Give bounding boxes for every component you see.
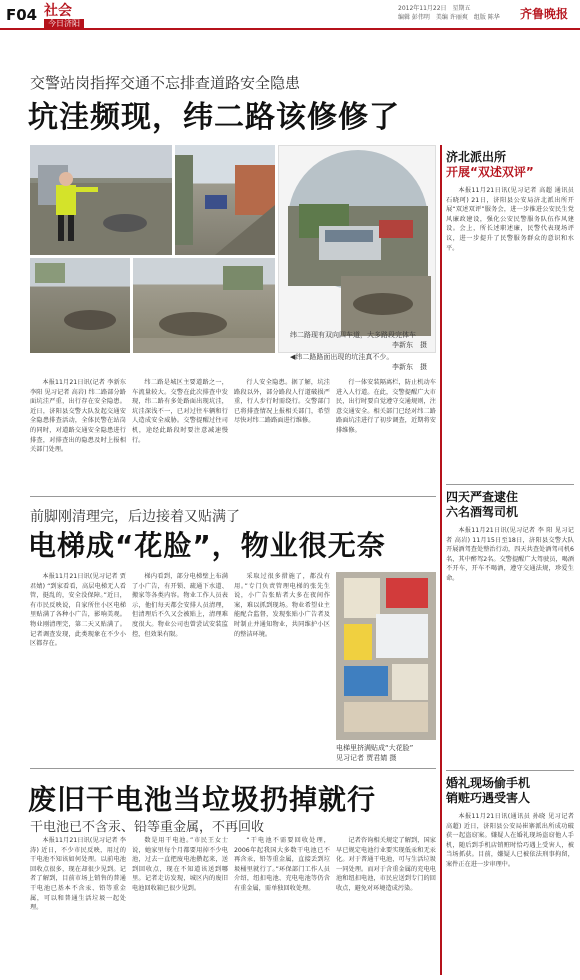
sidebar2-title-line1: 四天严查逮住 xyxy=(446,490,519,504)
editor-credits: 编辑 彭伟明 美编 许丽爽 组版 陈华 xyxy=(398,14,500,21)
story2-caption: 电梯里挤满贴成“大花脸” xyxy=(336,744,414,752)
story1-caption2: ◀纬二路路面出现的坑洼真不少。 xyxy=(290,353,394,361)
story3-column-2 xyxy=(132,836,228,976)
story3-column-1 xyxy=(30,836,126,976)
sidebar3-text-body: 本报11月21日讯(通讯员 孙晓 见习记者 高超) 近日，济阳县公安局崔寨派出所成功破获一起盗窃案。嫌疑人在婚礼现场盗窃他人手机，随后到手机店销赃时恰巧遇上受害人，被当场抓获。目前，嫌疑人已被依法刑事拘留，案件正在进一步审理中。 xyxy=(446,813,574,868)
sidebar-rule xyxy=(440,145,442,975)
story1-caption1 xyxy=(290,330,435,340)
sidebar3-title-line1: 婚礼现场偷手机 xyxy=(446,776,531,790)
sidebar-divider-2 xyxy=(446,770,574,771)
story1-caption1-credit: 李新东 摄 xyxy=(392,341,427,349)
road-damage-illustration xyxy=(133,258,275,353)
story1-column-3 xyxy=(234,378,330,490)
story3-col2-text: 数是用干电池。”市民王女士说，她家里每个月都要用掉不少电池，过去一直把废电池攒起来，送到回收点，现在不知道该送到哪里。记者走访发现，城区内的废旧电池回收箱已很少见到。 xyxy=(132,837,228,892)
traffic-police-photo xyxy=(30,145,172,255)
story2-headline: 电梯成“花脸”，物业很无奈 xyxy=(28,529,386,562)
issue-date: 2012年11月22日 星期五 xyxy=(398,5,471,12)
car-road-photo xyxy=(278,145,436,353)
sidebar2-text-body: 本报11月21日讯(见习记者 李 阳 见习记者 高岩) 11月15日至18日，济阳县交警大队开展酒驾查处整治行动，四天共查处酒驾司机6名，其中醉驾2名。交警提醒广大驾驶员，喝酒不开车，开车不喝酒，遵守交通法规，珍爱生命。 xyxy=(446,527,574,582)
sidebar-divider-1 xyxy=(446,484,574,485)
street-illustration xyxy=(175,145,275,255)
story2-column-1 xyxy=(30,572,126,758)
masthead xyxy=(0,0,580,30)
page-number: F04 xyxy=(6,6,38,24)
story3-col3-text: “干电池不需要回收处理，2006年起我国大多数干电池已不再含汞，铅等重金属，直接丢到垃圾桶里就行了。”环保部门工作人员介绍，纽扣电池、充电电池等仍含有重金属，需单独回收处理。 xyxy=(234,837,330,892)
sidebar1-title-line1: 济北派出所 xyxy=(446,150,507,164)
story2-kicker: 前脚刚清理完，后边接着又贴满了 xyxy=(30,509,240,525)
pothole-illustration xyxy=(30,258,130,353)
story3-subhead: 干电池已不含汞、铅等重金属，不再回收 xyxy=(30,820,265,835)
divider-1 xyxy=(30,496,436,497)
story1-col3-text: 行人安全隐患。据了解，坑洼路段以外，部分路段人行道破损严重，行人步行时需绕行。交警部门已将排查情况上报相关部门，希望尽快对纬二路路面进行维修。 xyxy=(234,379,330,425)
sidebar2-title-line2: 六名酒驾司机 xyxy=(446,505,519,519)
section-label xyxy=(44,4,84,29)
sidebar1-title-line2: 开展“双述双评” xyxy=(446,165,534,179)
sidebar3-title xyxy=(446,776,530,806)
story1-col2-text: 纬二路是城区主要道路之一，车流量较大。交警在此次排查中发现，纬二路有多处路面出现坑洼，坑洼深浅不一，已对过往车辆和行人造成安全威胁。交警提醒过往司机，途经此路段时要注意减速慢行。 xyxy=(132,379,228,444)
story1-col1-text: 本报11月21日讯(记者 李新东 李阳 见习记者 高岩) 纬二路部分路面坑洼严重，出行存在安全隐患。近日，济阳县交警大队发起交通安全隐患排查活动，全体民警在站岗的同时，对道路交通安全隐患进行排查，对排查出的隐患及时上报相关部门处理。 xyxy=(30,379,126,454)
sidebar1-text-body: 本报11月21日讯(见习记者 高超 通讯员 石晓珂) 21日，济阳县公安局济北派出所开展“双述双评”服务会，进一步推进公安民生党风廉政建设，强化公安民警服务队伍作风建设。会上，所长述职述廉，民警代表现场评议，进一步提升了民警服务群众的意识和水平。 xyxy=(446,187,574,252)
traffic-police-illustration xyxy=(30,145,172,255)
section-name: 社会 xyxy=(44,3,72,19)
story3-column-4 xyxy=(336,836,436,976)
section-subtitle: 今日济阳 xyxy=(44,19,84,29)
story3-headline: 废旧干电池当垃圾扔掉就行 xyxy=(28,783,377,816)
pothole-photo-left xyxy=(30,258,130,353)
sidebar1-text xyxy=(446,186,574,476)
story2-col1-text: 本报11月21日讯(见习记者 贾君婧) “到家看看，高层电梯无人看管，挺乱的，安全没保障。”近日，有市民反映说，自家所住小区电梯里贴满了各种小广告，影响美观。物业刚清理完，第二天又贴满了。记者调查发现，此类现象在不少小区都存在。 xyxy=(30,573,126,648)
road-street-photo xyxy=(175,145,275,255)
story3-col4-text: 记者咨询相关规定了解到，国家早已规定电池行业要实现低汞和无汞化。对于普通干电池，可与生活垃圾一同处理。而对于含重金属的充电电池和纽扣电池，市民应送到专门的回收点，避免对环境造成污染。 xyxy=(336,837,436,892)
story3-col1-text: 本报11月21日讯(见习记者 李涛) 近日，不少市民反映，用过的干电池不知该如何处理。以前电池回收点很多，现在却很少见到。记者了解到，目前市场上销售的普通干电池已基本不含汞、铅等重金属，可以和普通生活垃圾一起处理。 xyxy=(30,837,126,912)
story1-column-1 xyxy=(30,378,126,490)
story1-col4-text: 行一体安装隔离栏，防止机动车进入人行道。在此，交警提醒广大市民，出行时要自觉遵守交通规则，注意交通安全。相关部门已经对纬二路路面坑洼进行了初步调查，近期将安排维修。 xyxy=(336,379,436,434)
sidebar2-title xyxy=(446,490,518,520)
sidebar3-title-line2: 销赃巧遇受害人 xyxy=(446,791,531,805)
story1-column-4 xyxy=(336,378,436,490)
elevator-photo xyxy=(336,572,436,740)
story2-col3-text: 采取过很多措施了，都没有用。”专门负责管理电梯的张先生说，小广告张贴者大多在夜间作案，难以抓到现场。物业希望业主能配合监督，发现张贴小广告者及时制止并通知物业，共同维护小区的整洁环境。 xyxy=(234,573,330,638)
story1-caption1-text: 纬二路现有双向四车道，大多路段完体车 xyxy=(290,331,416,339)
story2-column-2 xyxy=(132,572,228,758)
story1-kicker: 交警站岗指挥交通不忘排查道路安全隐患 xyxy=(30,74,301,92)
story1-caption2-credit: 李新东 摄 xyxy=(392,363,427,371)
sidebar3-text xyxy=(446,812,574,976)
story2-col2-text: 梯内看到，部分电梯壁上布满了小广告，有开锁、疏通下水道、搬家等各类内容。物业工作人员表示，他们每天都会安排人员清理，但清理后不久又会被贴上，清理难度很大。物业公司也曾尝试安装监控，但效果有限。 xyxy=(132,573,228,638)
newspaper-logo: 齐鲁晚报 xyxy=(520,7,569,21)
elevator-ads-illustration xyxy=(336,572,436,740)
pothole-photo-right xyxy=(133,258,275,353)
story2-column-3 xyxy=(234,572,330,758)
divider-2 xyxy=(30,768,436,769)
story1-column-2 xyxy=(132,378,228,490)
sidebar2-text xyxy=(446,526,574,776)
car-road-illustration xyxy=(279,146,436,353)
story1-headline: 坑洼频现，纬二路该修修了 xyxy=(28,100,400,135)
story3-column-3 xyxy=(234,836,330,976)
story2-caption-credit: 见习记者 贾君婧 摄 xyxy=(336,754,397,762)
sidebar1-title xyxy=(446,150,534,180)
